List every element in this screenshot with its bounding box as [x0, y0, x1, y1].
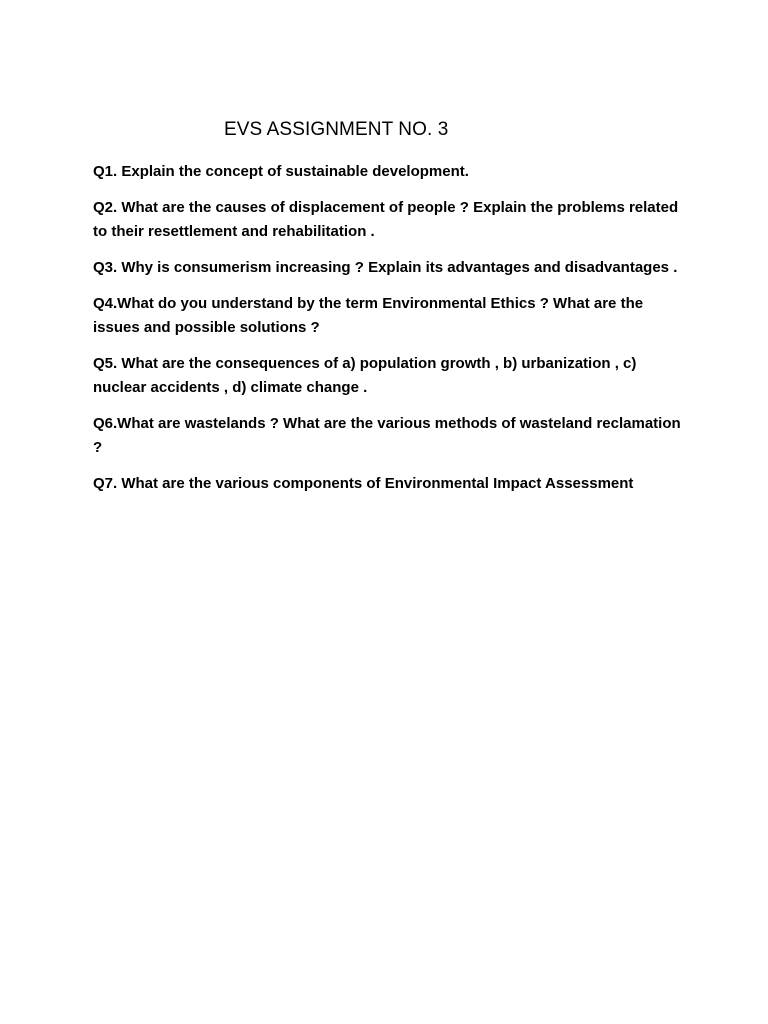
question-5: Q5. What are the consequences of a) population growth , b) urbanization , c) nuclear accidents , d) climate change . — [93, 355, 637, 396]
question-3: Q3. Why is consumerism increasing ? Explain its advantages and disadvantages . — [93, 259, 678, 276]
question-4: Q4.What do you understand by the term Environmental Ethics ? What are the issues and possible solutions ? — [93, 295, 644, 336]
question-list — [93, 160, 683, 508]
question-7: Q7. What are the various components of Environmental Impact Assessment — [93, 475, 634, 492]
question-2: Q2. What are the causes of displacement of people ? Explain the problems related to their resettlement and rehabilitation . — [93, 199, 679, 240]
question-6: Q6.What are wastelands ? What are the various methods of wasteland reclamation ? — [93, 415, 681, 456]
question-1: Q1. Explain the concept of sustainable development. — [93, 163, 469, 180]
document-title: EVS ASSIGNMENT NO. 3 — [224, 119, 449, 140]
